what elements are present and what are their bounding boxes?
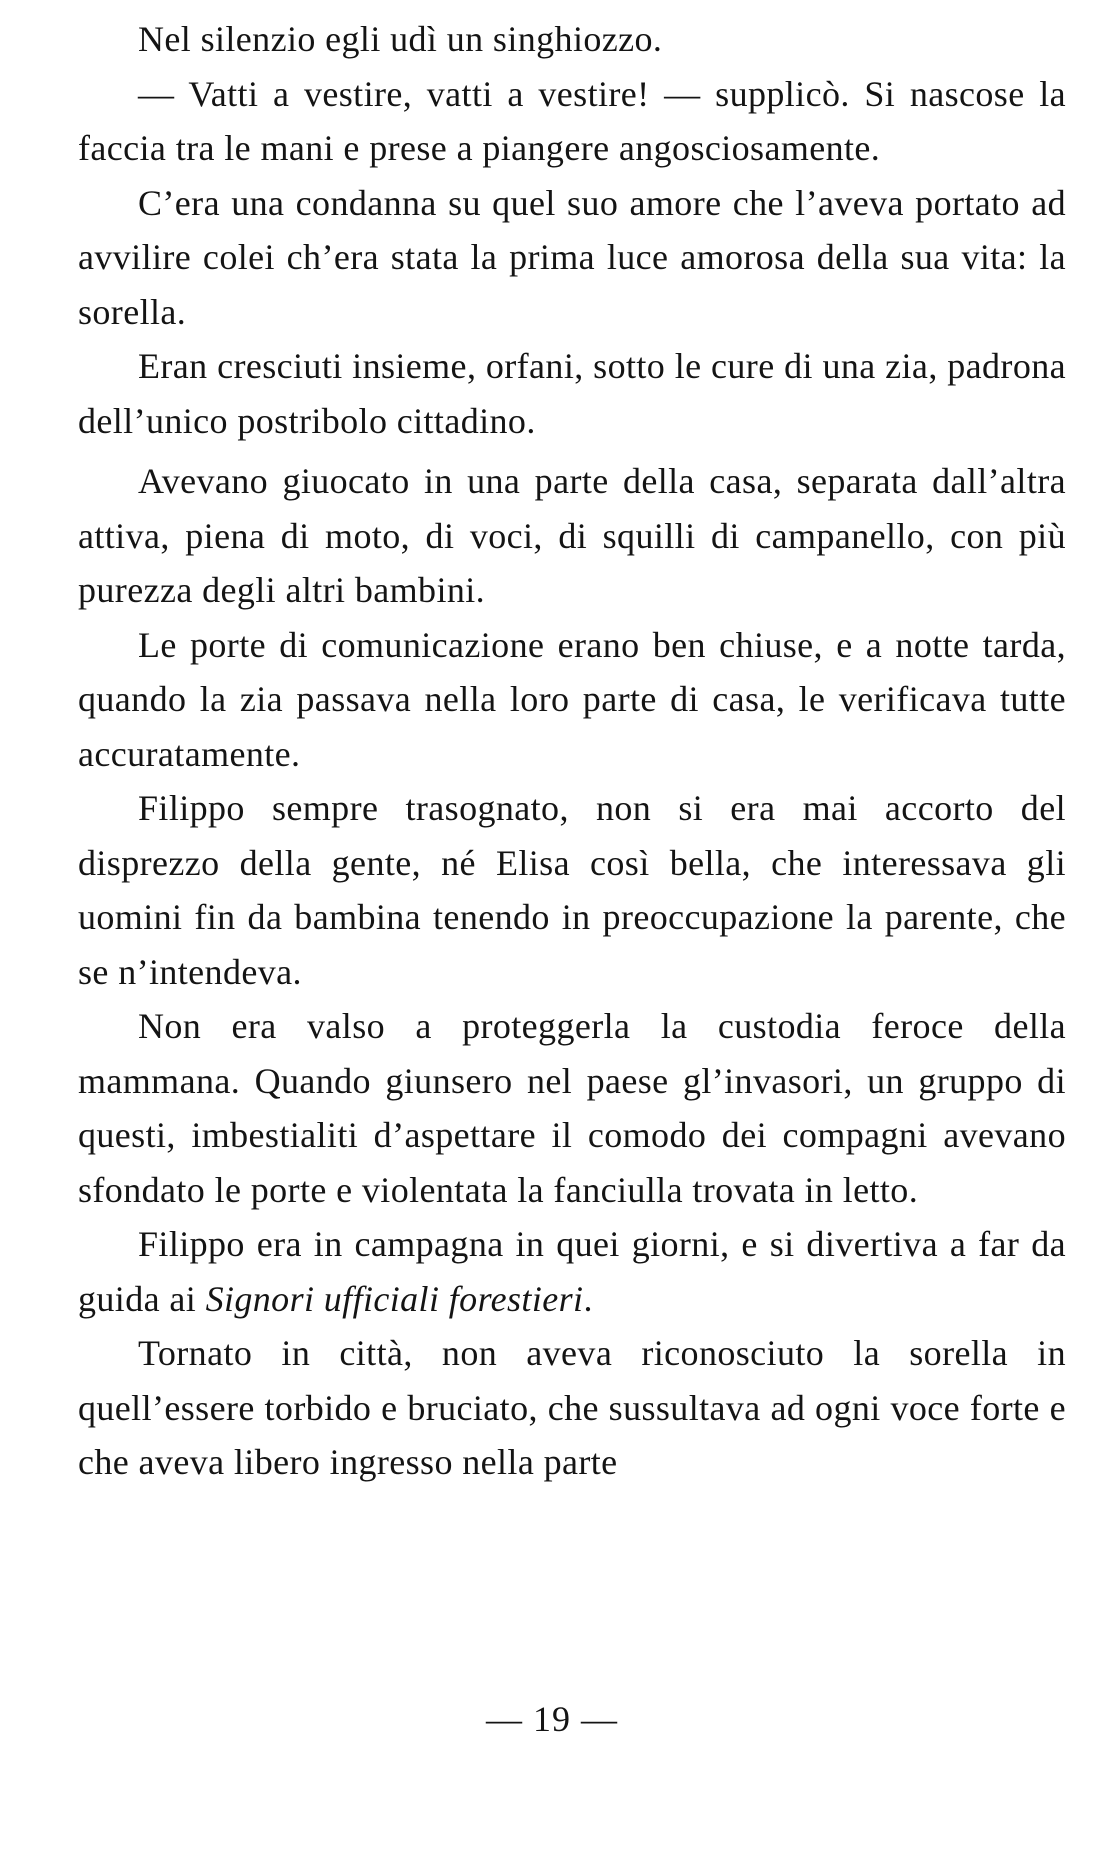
paragraph-4: Eran cresciuti insieme, orfani, sotto le cure di una zia, padrona dell’unico postribolo cittadino. [78, 346, 1066, 441]
paragraph-2: — Vatti a vestire, vatti a vestire! — supplicò. Si nascose la faccia tra le mani e prese a piangere angosciosamente. [78, 73, 1066, 168]
paragraph-3: C’era una condanna su quel suo amore che l’aveva portato ad avvilire colei ch’era stata la prima luce amorosa della sua vita: la sorella. [78, 182, 1066, 332]
paragraph-10: Tornato in città, non aveva riconosciuto la sorella in quell’essere torbido e bruciato, che sussultava ad ogni voce forte e che aveva libero ingresso nella parte [78, 1333, 1066, 1482]
paragraph-5: Avevano giuocato in una parte della casa, separata dall’altra attiva, piena di moto, di voci, di squilli di campanello, con più purezza degli altri bambini. [78, 461, 1066, 610]
paragraph-1: Nel silenzio egli udì un singhiozzo. [138, 19, 663, 59]
body-text [78, 12, 1066, 1490]
paragraph-9-italic-text: Signori ufficiali forestieri [205, 1278, 584, 1319]
paragraph-9-end: . [583, 1278, 593, 1319]
paragraph-9-text: Filippo era in campagna in quei giorni, e si divertiva a far da guida ai [78, 1224, 1066, 1319]
paragraph-7: Filippo sempre trasognato, non si era mai accorto del disprezzo della gente, né Elisa così bella, che interessava gli uomini fin da bambina tenendo in preoccupazione la parente, che se n’intendeva. [78, 788, 1066, 992]
paragraph-6: Le porte di comunicazione erano ben chiuse, e a notte tarda, quando la zia passava nella loro parte di casa, le verificava tutte accuratamente. [78, 624, 1066, 774]
page-number: — 19 — [486, 1699, 618, 1739]
paragraph-9 [78, 1217, 1066, 1326]
paragraph-8: Non era valso a proteggerla la custodia feroce della mammana. Quando giunsero nel paese gl’invasori, un gruppo di questi, imbestialiti d’aspettare il comodo dei compagni avevano sfondato le porte e violentata la fanciulla trovata in letto. [78, 1006, 1066, 1210]
